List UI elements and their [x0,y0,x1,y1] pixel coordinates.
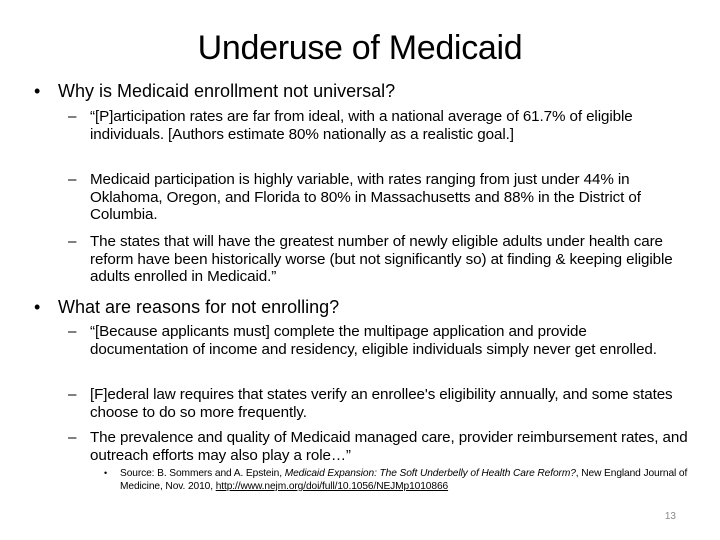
source-citation [104,467,694,493]
sub-item-annual-verification [68,386,688,421]
dash-icon: – [68,429,77,446]
sub-item-text: The states that will have the greatest number of newly eligible adults under health care reform have been historically worse (but not significantly so) at finding & keeping eligible adults enrolled in Medicaid.” [90,233,673,286]
bullet-icon: • [34,297,41,317]
sub-item-text: Medicaid participation is highly variable, with rates ranging from just under 44% in Oklahoma, Oregon, and Florida to 80% in Massachusetts and 88% in the District of Columbia. [90,171,641,224]
dash-icon: – [68,386,77,403]
sub-item-participation-variability [68,171,688,224]
bullet-item-reasons-question [34,296,694,318]
dash-icon: – [68,108,77,125]
source-link[interactable]: http://www.nejm.org/doi/full/10.1056/NEJMp1010866 [215,481,449,492]
bullet-icon: • [34,81,41,101]
sub-item-text: The prevalence and quality of Medicaid managed care, provider reimbursement rates, and outreach efforts may also play a role…” [90,429,688,464]
bullet-text: What are reasons for not enrolling? [58,297,340,317]
bullet-item-enrollment-question [34,80,694,102]
page-number: 13 [664,511,676,522]
dash-icon: – [68,233,77,250]
source-text [120,467,694,493]
sub-item-text: “[P]articipation rates are far from ideal, with a national average of 61.7% of eligible individuals. [Authors estimate 80% nationally as a realistic goal.] [90,108,633,143]
source-article-title: Medicaid Expansion: The Soft Underbelly of Health Care Reform? [284,468,576,479]
sub-item-text: “[Because applicants must] complete the multipage application and provide documentation of income and residency, eligible individuals simply never get enrolled. [90,323,657,358]
sub-item-managed-care [68,429,688,464]
sub-item-participation-rates [68,108,688,143]
source-prefix: Source: B. Sommers and A. Epstein, [120,468,285,479]
bullet-icon: • [104,468,108,478]
slide-title: Underuse of Medicaid [197,29,523,67]
sub-item-application-burden [68,323,688,358]
sub-item-text: [F]ederal law requires that states verify an enrollee's eligibility annually, and some states choose to do so more frequently. [90,386,673,421]
source-middle: , New England Journal of Medicine, Nov. 2010, [120,468,688,492]
dash-icon: – [68,171,77,188]
bullet-text: Why is Medicaid enrollment not universal? [58,81,396,101]
dash-icon: – [68,323,77,340]
sub-item-newly-eligible-states [68,233,688,286]
